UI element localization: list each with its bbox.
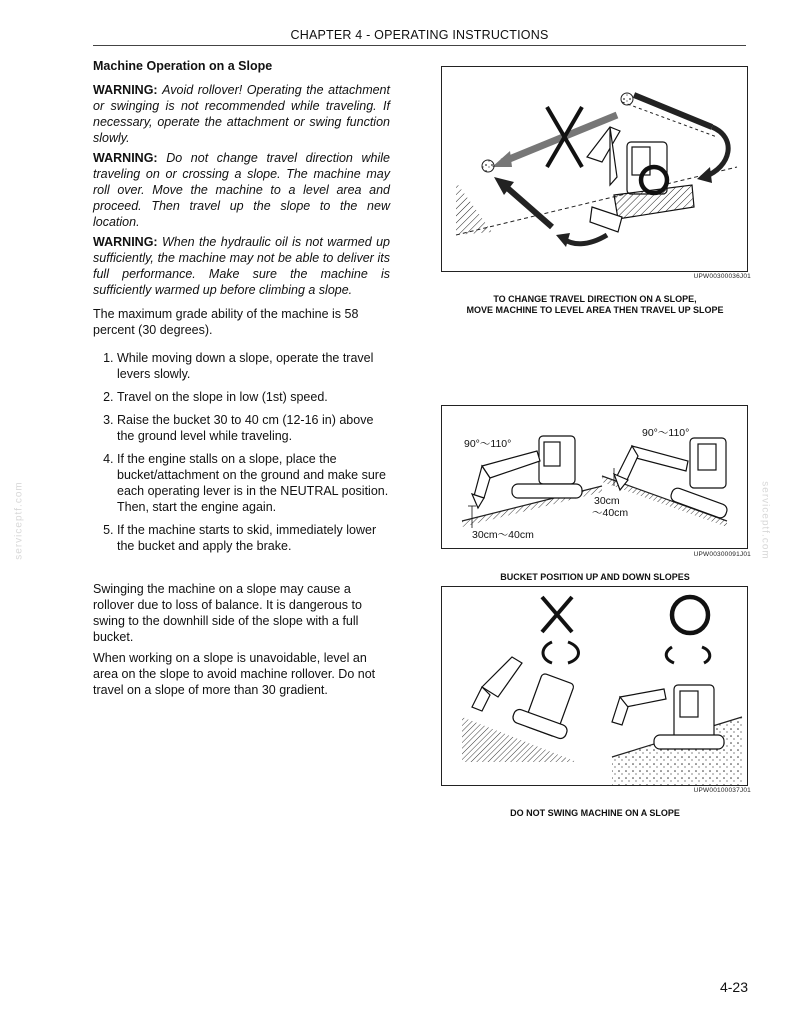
figure-code: UPW00300091J01: [693, 551, 751, 558]
figure-travel-direction: [441, 66, 748, 272]
warning-direction: [93, 150, 390, 230]
figure-caption: [430, 294, 760, 316]
figure-code: UPW00100037J01: [693, 787, 751, 794]
swing-warning-text: Swinging the machine on a slope may cause a rollover due to loss of balance. It is dangerous to swing to the downhill side of the slope with a full bucket.: [93, 582, 362, 644]
figure-caption: DO NOT SWING MACHINE ON A SLOPE: [510, 808, 680, 818]
warning-hydraulic: [93, 234, 390, 298]
warning-text: Avoid rollover! Operating the attachment or swinging is not recommended while traveling. If necessary, operate the attachment or swing function slowly.: [93, 83, 390, 145]
page-number: 4-23: [719, 979, 748, 995]
warning-rollover: [93, 82, 390, 146]
warning-label: WARNING:: [93, 151, 158, 165]
warning-text: When the hydraulic oil is not warmed up sufficiently, the machine may not be able to deliver its full performance. Make sure the machine is sufficiently warmed up before climbing a slope.: [93, 235, 390, 297]
slope-steps-list: [93, 350, 390, 554]
warning-text: Do not change travel direction while traveling on or crossing a slope. The machine may roll over. Move the machine to a level area and proceed. Then travel up the slope to the new location.: [93, 151, 390, 229]
list-item: 3. Raise the bucket 30 to 40 cm (12-16 in) above the ground level while traveling.: [117, 412, 390, 444]
figure-caption: BUCKET POSITION UP AND DOWN SLOPES: [500, 572, 690, 582]
caption-line: MOVE MACHINE TO LEVEL AREA THEN TRAVEL UP SLOPE: [466, 305, 724, 315]
left-column: [93, 58, 390, 561]
figure-no-swing: [441, 586, 748, 786]
chapter-header: CHAPTER 4 - OPERATING INSTRUCTIONS: [290, 28, 549, 42]
bucket-position-illustration: [442, 406, 747, 548]
list-item: 1. While moving down a slope, operate the travel levers slowly.: [117, 350, 390, 382]
distance-label-left: 30cm～40cm: [472, 529, 534, 541]
level-area-text: When working on a slope is unavoidable, level an area on the slope to avoid machine rollover. Do not travel on a slope of more than 30 gradient.: [93, 651, 376, 697]
warning-label: WARNING:: [93, 83, 158, 97]
figure-code: UPW00300036J01: [693, 273, 751, 280]
watermark-left: serviceptf.com: [13, 481, 25, 560]
watermark-right: serviceptf.com: [759, 481, 771, 560]
angle-label-right: 90°～110°: [642, 427, 690, 439]
no-swing-illustration: [442, 587, 747, 785]
travel-direction-illustration: [442, 67, 747, 271]
grade-ability-text: The maximum grade ability of the machine is 58 percent (30 degrees).: [93, 307, 359, 337]
distance-label-right-bottom: ～40cm: [592, 507, 629, 519]
angle-label-left: 90°～110°: [464, 438, 512, 450]
list-item: 2. Travel on the slope in low (1st) speed.: [117, 389, 390, 405]
list-item: 4. If the engine stalls on a slope, place the bucket/attachment on the ground and make sure each operating lever is in the NEUTRAL position. Then, start the engine again.: [117, 451, 390, 515]
warning-label: WARNING:: [93, 235, 158, 249]
list-item: 5. If the machine starts to skid, immediately lower the bucket and apply the brake.: [117, 522, 390, 554]
figure-bucket-position: [441, 405, 748, 549]
header-rule: [93, 45, 746, 46]
distance-label-right-top: 30cm: [594, 495, 620, 507]
caption-line: TO CHANGE TRAVEL DIRECTION ON A SLOPE,: [493, 294, 697, 304]
section-title: Machine Operation on a Slope: [93, 59, 273, 73]
